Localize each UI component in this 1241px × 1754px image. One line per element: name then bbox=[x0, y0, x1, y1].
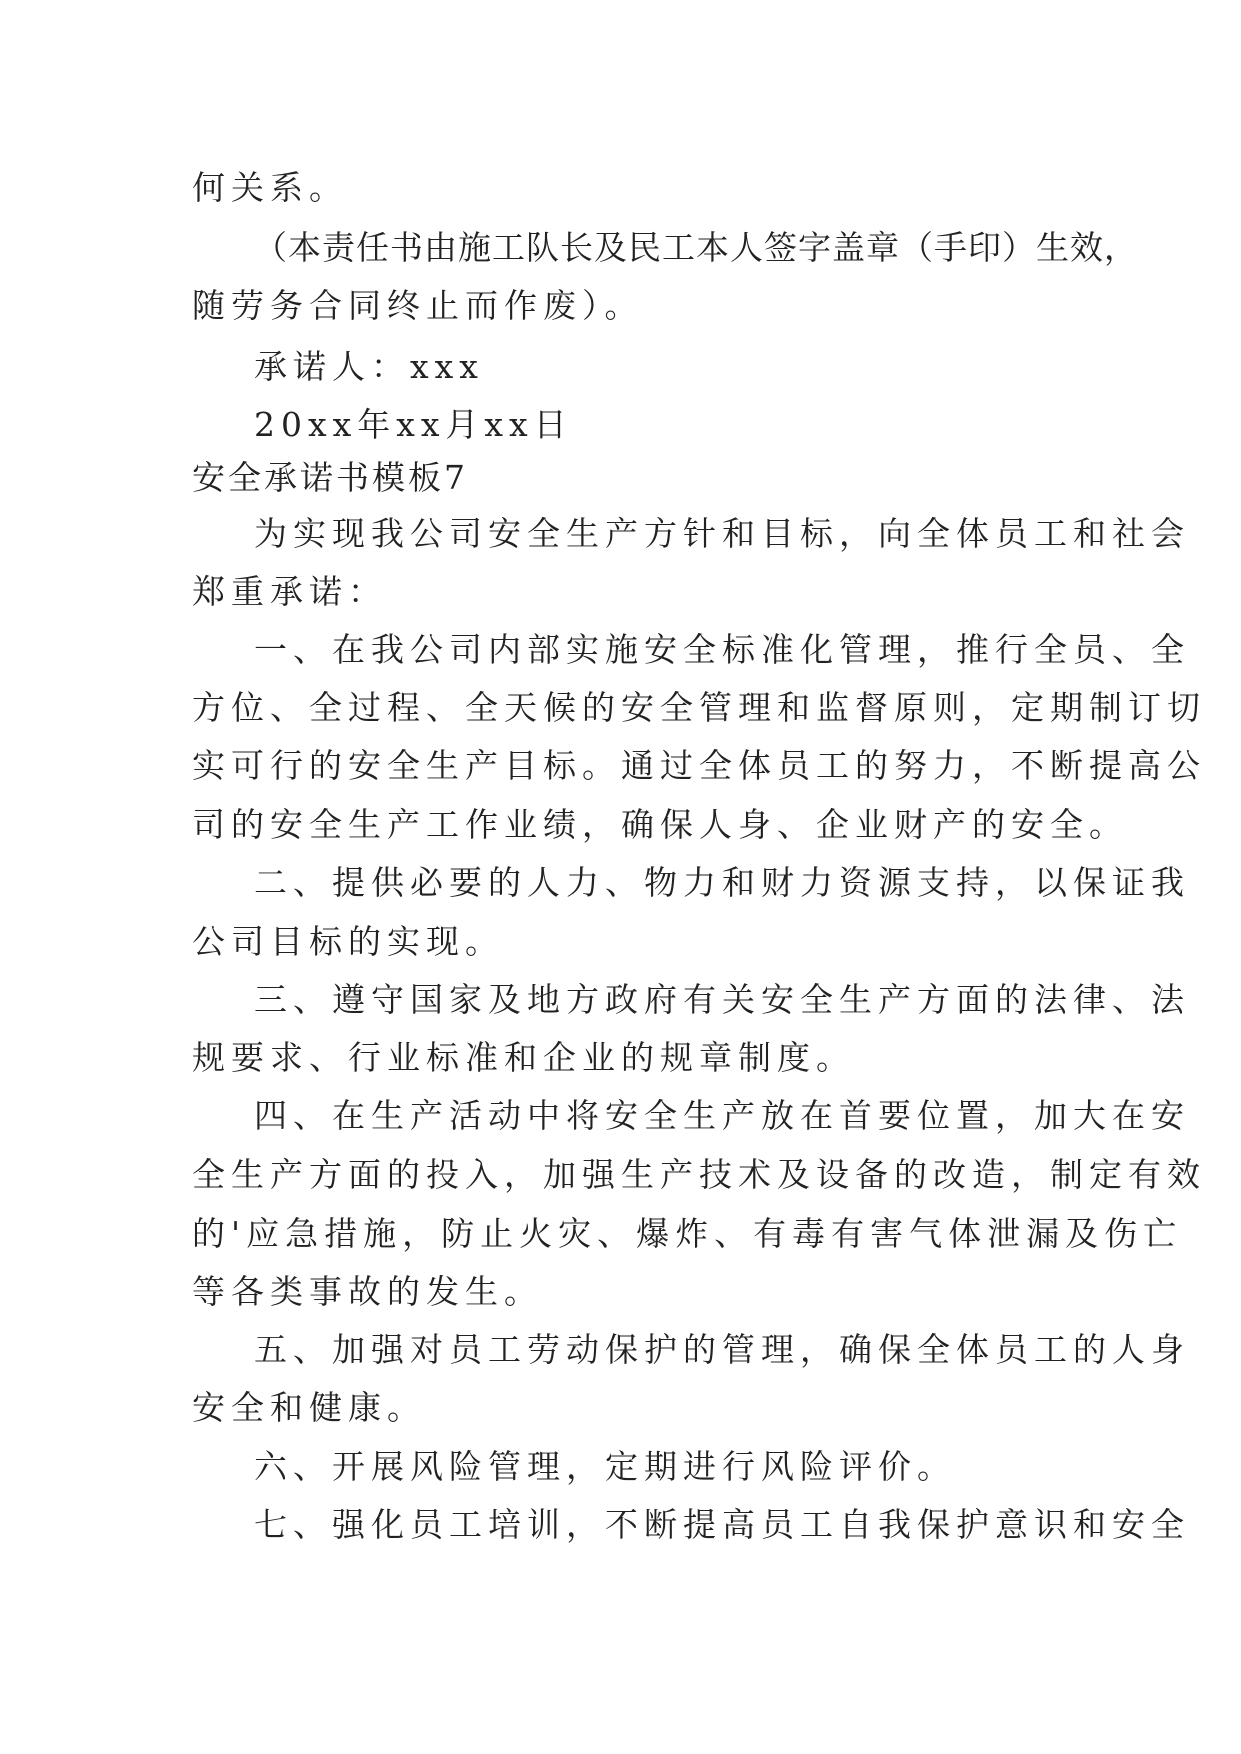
text-line: 四、在生产活动中将安全生产放在首要位置，加大在安 bbox=[254, 1096, 1190, 1135]
text-line: 为实现我公司安全生产方针和目标，向全体员工和社会 bbox=[254, 514, 1190, 553]
date-line: 20xx年xx月xx日 bbox=[254, 405, 573, 444]
text-line: 等各类事故的发生。 bbox=[192, 1272, 543, 1311]
text-line: 何关系。 bbox=[192, 168, 348, 207]
signatory-line: 承诺人：xxx bbox=[254, 347, 484, 386]
text-line: 三、遵守国家及地方政府有关安全生产方面的法律、法 bbox=[254, 980, 1190, 1019]
text-line: 的'应急措施，防止火灾、爆炸、有毒有害气体泄漏及伤亡 bbox=[192, 1214, 1183, 1253]
text-line: 七、强化员工培训，不断提高员工自我保护意识和安全 bbox=[254, 1505, 1190, 1544]
text-line: 规要求、行业标准和企业的规章制度。 bbox=[192, 1038, 855, 1077]
text-line: 实可行的安全生产目标。通过全体员工的努力，不断提高公 bbox=[192, 746, 1206, 785]
text-line: 全生产方面的投入，加强生产技术及设备的改造，制定有效 bbox=[192, 1155, 1206, 1194]
text-line: 二、提供必要的人力、物力和财力资源支持，以保证我 bbox=[254, 863, 1190, 902]
text-line: 五、加强对员工劳动保护的管理，确保全体员工的人身 bbox=[254, 1330, 1190, 1369]
text-line: 公司目标的实现。 bbox=[192, 922, 504, 961]
text-line: 郑重承诺： bbox=[192, 572, 387, 611]
text-line: （本责任书由施工队长及民工本人签字盖章（手印）生效， bbox=[254, 228, 1138, 267]
text-line: 司的安全生产工作业绩，确保人身、企业财产的安全。 bbox=[192, 805, 1128, 844]
section-heading: 安全承诺书模板7 bbox=[192, 458, 468, 497]
text-line: 安全和健康。 bbox=[192, 1388, 426, 1427]
text-line: 六、开展风险管理，定期进行风险评价。 bbox=[254, 1447, 956, 1486]
text-line: 一、在我公司内部实施安全标准化管理，推行全员、全 bbox=[254, 630, 1190, 669]
text-line: 方位、全过程、全天候的安全管理和监督原则，定期制订切 bbox=[192, 688, 1206, 727]
text-line: 随劳务合同终止而作废）。 bbox=[192, 286, 644, 325]
